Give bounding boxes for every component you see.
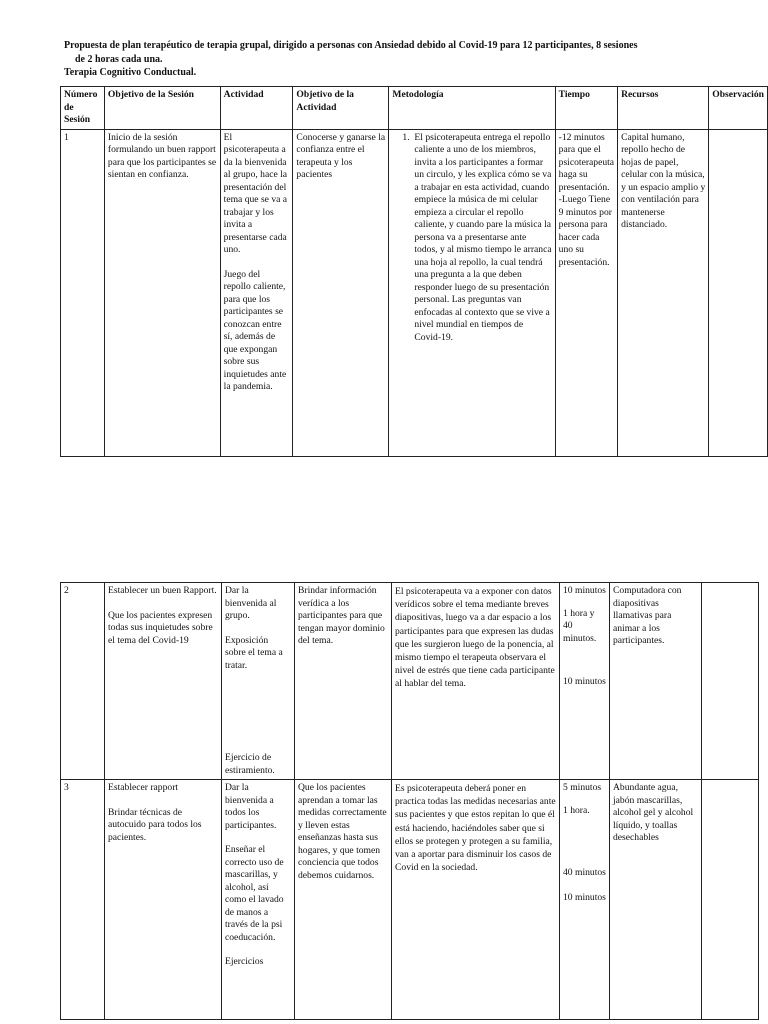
table-row-session-1 [61,129,768,456]
session-observation [702,780,759,1020]
time-text: 10 minutos [563,892,606,904]
header-activity-objective: Objetivo de la Actividad [293,87,389,130]
document-subtitle: Terapia Cognitivo Conductual. [64,67,197,78]
time-text: 10 minutos [563,585,606,596]
activity-text: Exposición sobre el tema a tratar. [225,634,283,671]
session-resources: Computadora con diapositivas llamativas para animar a los participantes. [610,583,702,780]
time-text: 40 minutos [563,867,606,879]
activity-text: Ejercicios [225,956,264,967]
session-objective [105,583,222,780]
methodology-text: El psicoterapeuta entrega el repollo caliente a uno de los miembros, invita a los participantes a formar un circulo, y les explica cómo se va a trabajar en esta actividad, cuando empiece la música de mi celular empieza a circular el repollo caliente, y cuando pare la música la persona va a presentarse ante todos, y al mismo tiempo le arranca una hoja al repollo, la cual tendrá una pregunta a la que deben responder luego de su presentación personal. Las preguntas van enfocadas al contexto que se vive a nivel mundial en tiempos de Covid-19. [414,131,552,343]
activity-text: Enseñar el correcto uso de mascarillas, y alcohol, así como el lavado de manos a través de la psi coeducación. [225,844,284,943]
document-title-continuation: de 2 horas cada una. [75,53,163,65]
header-time: Tiempo [555,87,617,130]
activity-text: Dar la bienvenida al grupo. [225,585,277,621]
table-header-row [61,87,768,130]
session-resources: Capital humano, repollo hecho de hojas de papel, celular con la música, y un espacio amplio y con ventilación para mantenerse distanciado. [618,129,709,456]
time-text: 1 hora y 40 minutos. [563,607,597,645]
session-methodology [389,129,555,456]
session-time [555,129,617,456]
session-time [560,583,610,780]
session-activity [222,780,295,1020]
header-observation: Observación [709,87,768,130]
session-number: 1 [61,129,105,456]
methodology-item-number: 1. [402,131,410,143]
session-activity [222,583,295,780]
table-row-session-2 [61,583,759,780]
objective-text: Establecer rapport [108,782,179,793]
header-resources: Recursos [618,87,709,130]
session-methodology: El psicoterapeuta va a exponer con datos verídicos sobre el tema mediante breves diapositivas, luego va a dar espacio a los participantes para que expresen las dudas que les surgieron luego de la ponencia, al mismo tiempo el terapeuta observara el nivel de estrés que tiene cada participante al hablar del tema. [392,583,560,780]
document-title-block [64,39,724,80]
document-title: Propuesta de plan terapéutico de terapia grupal, dirigido a personas con Ansiedad debido al Covid-19 para 12 participantes, 8 sesiones [64,40,638,51]
time-text: 5 minutos [563,782,602,793]
header-activity: Actividad [220,87,293,130]
session-time [560,780,610,1020]
objective-text: Que los pacientes expresen todas sus inquietudes sobre el tema del Covid-19 [108,609,213,646]
session-methodology: Es psicoterapeuta deberá poner en practica todas las medidas necesarias ante sus pacientes y que estos repitan lo que él está haciendo, haciéndoles saber que si ellos se protegen y protegen a su familia, van a aportar para disminuir los casos de Covid en la sociedad. [392,780,560,1020]
session-objective: Inicio de la sesión formulando un buen rapport para que los participantes se sientan en confianza. [104,129,220,456]
header-methodology: Metodología [389,87,555,130]
session-observation [702,583,759,780]
therapy-plan-table [60,86,768,457]
objective-text: Brindar técnicas de autocuido para todos los pacientes. [108,806,202,843]
activity-text: Juego del repollo caliente, para que los participantes se conozcan entre sí, además de que expongan sobre sus inquietudes ante la pandemia. [223,268,287,392]
session-objective [105,780,222,1020]
time-text: -12 minutos para que el psicoterapeuta haga su presentación. [558,131,615,193]
table-row-session-3 [61,780,759,1020]
time-text: 10 minutos [563,675,606,687]
methodology-item [392,132,551,345]
session-observation [709,129,768,456]
activity-text: Ejercicio de estiramiento. [225,752,275,776]
session-resources: Abundante agua, jabón mascarillas, alcohol gel y alcohol líquido, y toallas desechables [610,780,702,1020]
activity-objective: Brindar información verídica a los participantes para que tengan mayor dominio del tema. [295,583,392,780]
header-session-number: Número de Sesión [61,87,105,130]
activity-text: El psicoterapeuta a da la bienvenida al grupo, hace la presentación del tema que se va a trabajar y los invita a presentarse cada uno. [223,131,288,255]
session-number: 3 [61,780,105,1020]
time-text: 1 hora. [563,804,590,816]
session-number: 2 [61,583,105,780]
activity-objective: Conocerse y ganarse la confianza entre el terapeuta y los pacientes [293,129,389,456]
header-session-objective: Objetivo de la Sesión [104,87,220,130]
objective-text: Establecer un buen Rapport. [108,585,217,596]
time-text: -Luego Tiene 9 minutos por persona para hacer cada uno su presentación. [558,194,612,268]
activity-text: Dar la bienvenida a todos los participantes. [225,782,277,831]
session-activity [220,129,293,456]
therapy-plan-table-continued [60,582,759,1020]
activity-objective: Que los pacientes aprendan a tomar las medidas correctamente y lleven estas enseñanzas hasta sus hogares, y que tomen conciencia que todos debemos cuidarnos. [295,780,392,1020]
